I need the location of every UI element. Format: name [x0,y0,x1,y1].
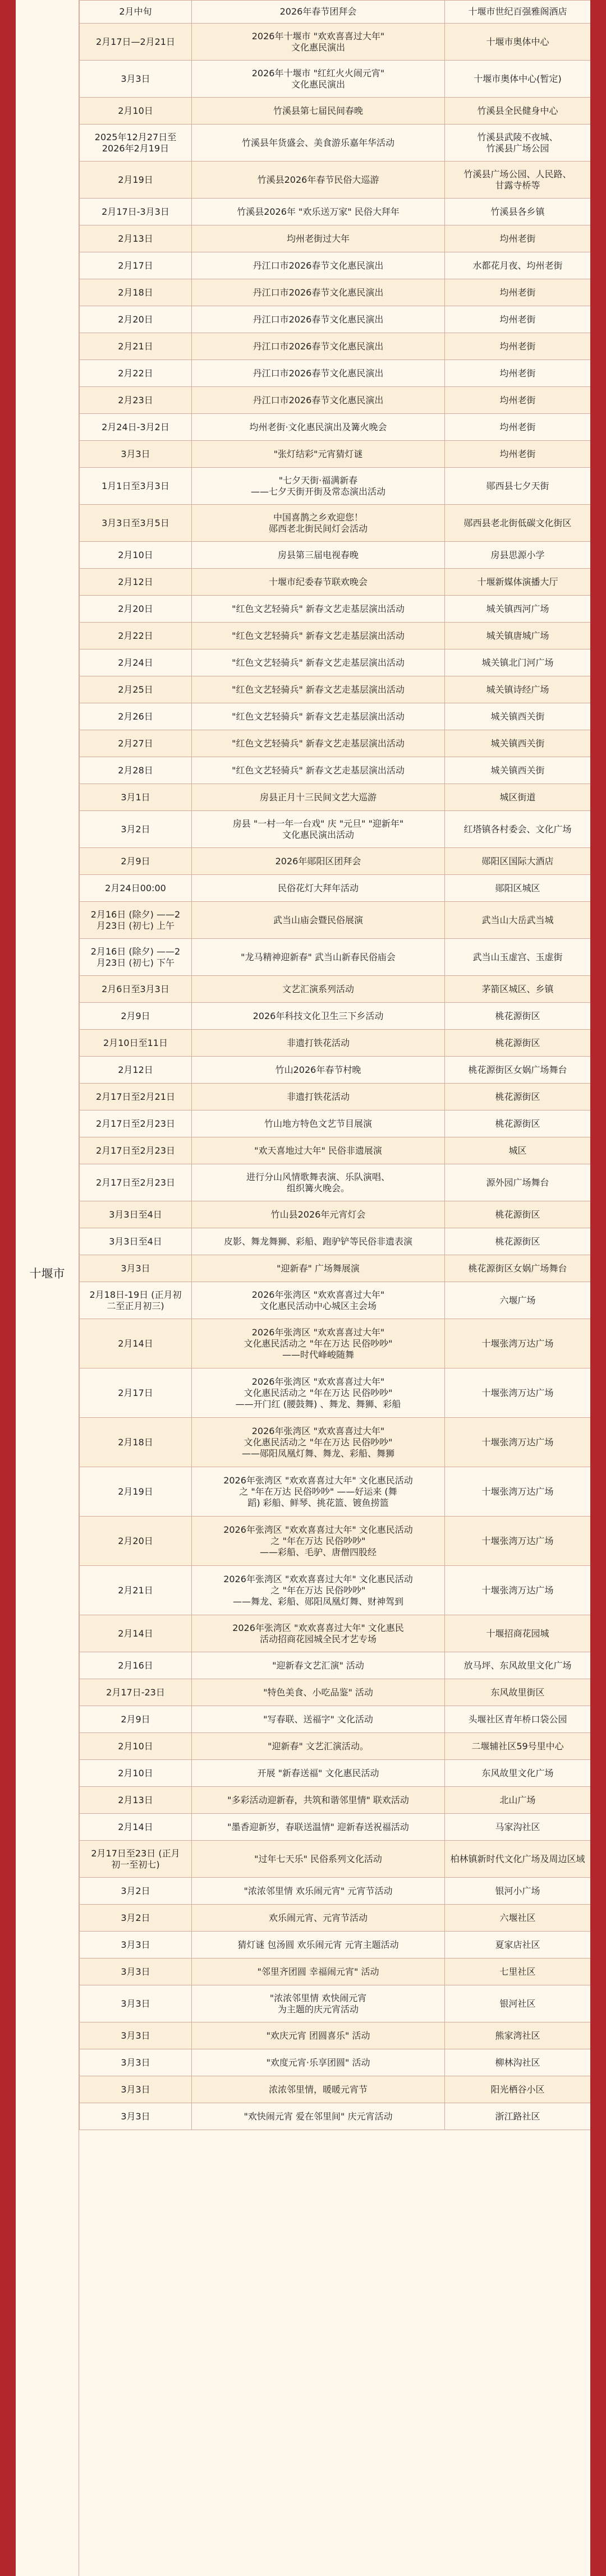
venue-cell: 银河社区 [445,1985,591,2022]
date-cell: 3月3日至3月5日 [80,505,192,542]
venue-cell: 桃花源街区 [445,1228,591,1255]
table-row [80,569,591,596]
event-cell: 民俗花灯大拜年活动 [192,875,445,902]
date-cell: 2月26日 [80,703,192,730]
date-cell: 2月10日 [80,542,192,569]
table-row [80,441,591,468]
event-cell: 2026年十堰市 "欢欢喜喜过大年" 文化惠民演出 [192,24,445,61]
event-cell: 进行分山风情歌舞表演、乐队演唱、 组织篝火晚会。 [192,1164,445,1201]
date-cell: 2月24日00:00 [80,875,192,902]
date-cell: 2月17日至2月23日 [80,1164,192,1201]
date-cell: 2月28日 [80,757,192,784]
event-cell: 2026年张湾区 "欢欢喜喜过大年" 文化惠民活动 之 "年在万达 民俗吵吵" ——彩船、毛驴、唐僧四股经 [192,1517,445,1566]
date-cell: 2月24日 [80,649,192,676]
event-cell: "欢度元宵·乐享团圆" 活动 [192,2049,445,2076]
event-cell: 竹山地方特色文艺节目展演 [192,1110,445,1137]
event-cell: 竹山2026年春节村晚 [192,1057,445,1084]
date-cell: 3月3日 [80,1959,192,1985]
date-cell: 2月13日 [80,225,192,252]
venue-cell: 马家沟社区 [445,1814,591,1841]
event-cell: 2026年张湾区 "欢欢喜喜过大年" 文化惠民活动中心城区主会场 [192,1282,445,1319]
venue-cell: 十堰市世纪百强雅阁酒店 [445,1,591,24]
date-cell: 3月2日 [80,1878,192,1905]
venue-cell: 城关镇西河广场 [445,596,591,623]
event-table [79,0,590,2130]
table-row [80,2103,591,2130]
venue-cell: 浙江路社区 [445,2103,591,2130]
table-row [80,468,591,505]
table-row [80,1878,591,1905]
event-cell: "欢天喜地过大年" 民俗非遗展演 [192,1137,445,1164]
table-row [80,703,591,730]
date-cell: 2月10日 [80,1760,192,1787]
date-cell: 2月9日 [80,1003,192,1030]
venue-cell: 红塔镇各村委会、文化广场 [445,811,591,848]
event-cell: 房县第三届电视春晚 [192,542,445,569]
venue-cell: 六堰社区 [445,1905,591,1932]
date-cell: 3月3日 [80,2022,192,2049]
date-cell: 2月20日 [80,596,192,623]
table-row [80,2049,591,2076]
date-cell: 2月17日至2月21日 [80,1084,192,1110]
table-row [80,1905,591,1932]
date-cell: 2月21日 [80,1566,192,1615]
table-row [80,24,591,61]
date-cell: 2月17日-23日 [80,1679,192,1706]
date-cell: 2月17日-3月3日 [80,199,192,225]
event-cell: "红色文艺轻骑兵" 新春文艺走基层演出活动 [192,623,445,649]
table-row [80,1282,591,1319]
date-cell: 2月24日-3月2日 [80,414,192,441]
venue-cell: 十堰张湾万达广场 [445,1368,591,1418]
date-cell: 2月18日-19日 (正月初 二至正月初三) [80,1282,192,1319]
event-cell: 丹江口市2026春节文化惠民演出 [192,387,445,414]
venue-cell: 郧西县老北街低碳文化街区 [445,505,591,542]
table-row [80,1760,591,1787]
event-cell: "红色文艺轻骑兵" 新春文艺走基层演出活动 [192,703,445,730]
date-cell: 2月17日 [80,252,192,279]
table-row [80,757,591,784]
table-row [80,1030,591,1057]
table-row [80,1679,591,1706]
date-cell: 3月3日 [80,1985,192,2022]
venue-cell: 郧西县七夕天街 [445,468,591,505]
event-cell: "七夕天街·福满新春 ——七夕天街开街及常态演出活动 [192,468,445,505]
venue-cell: 桃花源街区 [445,1030,591,1057]
venue-cell: 均州老街 [445,360,591,387]
date-cell: 3月3日 [80,61,192,98]
venue-cell: 十堰张湾万达广场 [445,1467,591,1517]
date-cell: 2月18日 [80,279,192,306]
date-cell: 2月12日 [80,569,192,596]
table-row [80,976,591,1003]
venue-cell: 城关镇西关街 [445,730,591,757]
table-row [80,1467,591,1517]
event-cell: 文艺汇演系列活动 [192,976,445,1003]
venue-cell: 熊家湾社区 [445,2022,591,2049]
event-cell: 2026年春节团拜会 [192,1,445,24]
venue-cell: 城关镇西关街 [445,703,591,730]
table-row [80,542,591,569]
date-cell: 3月3日 [80,2049,192,2076]
table-row [80,162,591,199]
table-row [80,1164,591,1201]
table-row [80,1057,591,1084]
venue-cell: 郧阳区国际大酒店 [445,848,591,875]
event-cell: 浓浓邻里情，暖暖元宵节 [192,2076,445,2103]
table-row [80,649,591,676]
venue-cell: 银河小广场 [445,1878,591,1905]
table-row [80,1201,591,1228]
venue-cell: 十堰新媒体演播大厅 [445,569,591,596]
event-cell: 竹山县2026年元宵灯会 [192,1201,445,1228]
date-cell: 2月19日 [80,1467,192,1517]
venue-cell: 均州老街 [445,279,591,306]
venue-cell: 均州老街 [445,306,591,333]
date-cell: 3月3日 [80,441,192,468]
event-cell: 欢乐闹元宵、元宵节活动 [192,1905,445,1932]
table-row [80,279,591,306]
event-cell: "迎新春" 广场舞展演 [192,1255,445,1282]
venue-cell: 城关镇西关街 [445,757,591,784]
venue-cell: 源外园广场舞台 [445,1164,591,1201]
event-cell: "迎新春文艺汇演" 活动 [192,1652,445,1679]
event-cell: 2026年张湾区 "欢欢喜喜过大年" 文化惠民活动 之 "年在万达 民俗吵吵" ——好运来 (舞 蹈) 彩船、鲜琴、挑花篮、镀鱼捞篮 [192,1467,445,1517]
event-cell: 竹溪县2026年 "欢乐送万家" 民俗大拜年 [192,199,445,225]
event-cell: 十堰市纪委春节联欢晚会 [192,569,445,596]
event-cell: 皮影、舞龙舞狮、彩船、跑驴铲等民俗非遗表演 [192,1228,445,1255]
event-cell: 竹溪县年货盛会、美食游乐嘉年华活动 [192,125,445,162]
venue-cell: 均州老街 [445,225,591,252]
venue-cell: 桃花源街区女娲广场舞台 [445,1057,591,1084]
event-cell: "红色文艺轻骑兵" 新春文艺走基层演出活动 [192,596,445,623]
venue-cell: 北山广场 [445,1787,591,1814]
venue-cell: 城关镇唐城广场 [445,623,591,649]
venue-cell: 夏家店社区 [445,1932,591,1959]
venue-cell: 茅箭区城区、乡镇 [445,976,591,1003]
table-row [80,1137,591,1164]
date-cell: 2月25日 [80,676,192,703]
venue-cell: 七里社区 [445,1959,591,1985]
event-cell: 均州老街·文化惠民演出及篝火晚会 [192,414,445,441]
date-cell: 3月3日 [80,2103,192,2130]
date-cell: 2月27日 [80,730,192,757]
event-cell: "欢庆元宵 团圆喜乐" 活动 [192,2022,445,2049]
event-cell: 丹江口市2026春节文化惠民演出 [192,252,445,279]
table-row [80,1959,591,1985]
event-cell: "红色文艺轻骑兵" 新春文艺走基层演出活动 [192,730,445,757]
event-cell: "特色美食、小吃品鉴" 活动 [192,1679,445,1706]
date-cell: 2月中旬 [80,1,192,24]
table-row [80,98,591,125]
venue-cell: 柳林沟社区 [445,2049,591,2076]
table-row [80,1228,591,1255]
schedule-sheet [16,0,590,2576]
event-cell: 2026年张湾区 "欢欢喜喜过大年" 文化惠民 活动招商花园城全民才艺专场 [192,1615,445,1652]
event-cell: 丹江口市2026春节文化惠民演出 [192,306,445,333]
date-cell: 2月13日 [80,1787,192,1814]
venue-cell: 城区 [445,1137,591,1164]
date-cell: 2025年12月27日至 2026年2月19日 [80,125,192,162]
date-cell: 3月3日至4日 [80,1228,192,1255]
date-cell: 2月17日至23日 (正月 初一至初七) [80,1841,192,1878]
event-cell: 开展 "新春送福" 文化惠民活动 [192,1760,445,1787]
event-cell: "多彩活动迎新春，共筑和谐邻里情" 联欢活动 [192,1787,445,1814]
table-row [80,1814,591,1841]
table-row [80,1,591,24]
event-cell: 竹溪县第七届民间春晚 [192,98,445,125]
table-row [80,939,591,976]
venue-cell: 竹溪县武陵不夜城、 竹溪县广场公园 [445,125,591,162]
table-row [80,623,591,649]
event-cell: 2026年张湾区 "欢欢喜喜过大年" 文化惠民活动之 "年在万达 民俗吵吵" ——开门红 (腰鼓舞) 、舞龙、舞狮、彩船 [192,1368,445,1418]
date-cell: 2月16日 (除夕) ——2 月23日 (初七) 下午 [80,939,192,976]
table-row [80,505,591,542]
date-cell: 2月19日 [80,162,192,199]
venue-cell: 城关镇诗经广场 [445,676,591,703]
event-cell: "墨香迎新岁，春联送温情" 迎新春送祝福活动 [192,1814,445,1841]
date-cell: 3月2日 [80,1905,192,1932]
event-cell: 房县 "一村一年一台戏" 庆 "元旦" "迎新年" 文化惠民演出活动 [192,811,445,848]
venue-cell: 房县思源小学 [445,542,591,569]
city-label: 十堰市 [29,1267,65,1280]
date-cell: 2月12日 [80,1057,192,1084]
event-cell: "张灯结彩"元宵猜灯谜 [192,441,445,468]
venue-cell: 十堰张湾万达广场 [445,1566,591,1615]
date-cell: 2月10日至11日 [80,1030,192,1057]
venue-cell: 头堰社区青年桥口袋公园 [445,1706,591,1733]
venue-cell: 郧阳区城区 [445,875,591,902]
date-cell: 2月21日 [80,333,192,360]
event-cell: 2026年科技文化卫生三下乡活动 [192,1003,445,1030]
table-row [80,596,591,623]
table-row [80,333,591,360]
table-row [80,1368,591,1418]
table-row [80,1517,591,1566]
date-cell: 3月3日 [80,2076,192,2103]
event-cell: 丹江口市2026春节文化惠民演出 [192,279,445,306]
venue-cell: 武当山大岳武当城 [445,902,591,939]
venue-cell: 桃花源街区 [445,1003,591,1030]
date-cell: 2月14日 [80,1319,192,1368]
table-row [80,1985,591,2022]
event-cell: "过年七天乐" 民俗系列文化活动 [192,1841,445,1878]
date-cell: 2月20日 [80,306,192,333]
table-row [80,1003,591,1030]
venue-cell: 放马坪、东风故里文化广场 [445,1652,591,1679]
venue-cell: 桃花源街区女娲广场舞台 [445,1255,591,1282]
event-cell: 丹江口市2026春节文化惠民演出 [192,333,445,360]
venue-cell: 六堰广场 [445,1282,591,1319]
event-cell: "写春联、送福字" 文化活动 [192,1706,445,1733]
table-row [80,199,591,225]
date-cell: 2月14日 [80,1814,192,1841]
venue-cell: 竹溪县各乡镇 [445,199,591,225]
table-row [80,125,591,162]
venue-cell: 十堰张湾万达广场 [445,1517,591,1566]
venue-cell: 十堰市奥体中心 [445,24,591,61]
date-cell: 2月16日 [80,1652,192,1679]
event-cell: 猜灯谜 包汤圆 欢乐闹元宵 元宵主题活动 [192,1932,445,1959]
venue-cell: 桃花源街区 [445,1201,591,1228]
table-row [80,360,591,387]
table-row [80,1652,591,1679]
event-cell: 房县正月十三民间文艺大巡游 [192,784,445,811]
event-cell: 中国喜鹊之乡欢迎您！ 郧西老北街民间灯会活动 [192,505,445,542]
table-row [80,61,591,98]
table-row [80,1932,591,1959]
table-row [80,730,591,757]
date-cell: 1月1日至3月3日 [80,468,192,505]
venue-cell: 城关镇北门河广场 [445,649,591,676]
date-cell: 2月9日 [80,848,192,875]
table-row [80,784,591,811]
venue-cell: 柏林镇新时代文化广场及周边区域 [445,1841,591,1878]
table-row [80,2076,591,2103]
date-cell: 2月14日 [80,1615,192,1652]
table-row [80,1319,591,1368]
date-cell: 2月22日 [80,623,192,649]
event-cell: 均州老街过大年 [192,225,445,252]
table-row [80,848,591,875]
date-cell: 2月23日 [80,387,192,414]
date-cell: 2月17日—2月21日 [80,24,192,61]
table-row [80,902,591,939]
venue-cell: 竹溪县广场公园、人民路、 甘露寺桥等 [445,162,591,199]
event-cell: "红色文艺轻骑兵" 新春文艺走基层演出活动 [192,676,445,703]
table-row [80,1110,591,1137]
table-row [80,1255,591,1282]
venue-cell: 水都花月夜、均州老街 [445,252,591,279]
venue-cell: 竹溪县全民健身中心 [445,98,591,125]
date-cell: 2月17日 [80,1368,192,1418]
event-cell: "邻里齐团圆 幸福闹元宵" 活动 [192,1959,445,1985]
venue-cell: 均州老街 [445,387,591,414]
date-cell: 3月2日 [80,811,192,848]
date-cell: 3月1日 [80,784,192,811]
table-row [80,306,591,333]
table-row [80,1733,591,1760]
event-cell: "迎新春" 文艺汇演活动。 [192,1733,445,1760]
date-cell: 2月20日 [80,1517,192,1566]
date-cell: 2月16日 (除夕) ——2 月23日 (初七) 上午 [80,902,192,939]
date-cell: 2月22日 [80,360,192,387]
event-cell: "浓浓邻里情 欢快闹元宵 为主题的庆元宵活动 [192,1985,445,2022]
venue-cell: 东风故里文化广场 [445,1760,591,1787]
event-cell: 2026年张湾区 "欢欢喜喜过大年" 文化惠民活动之 "年在万达 民俗吵吵" ——郧阳凤凰灯舞、舞龙、彩船、舞狮 [192,1418,445,1467]
event-cell: 非遗打铁花活动 [192,1030,445,1057]
table-row [80,225,591,252]
venue-cell: 二堰辅社区59号里中心 [445,1733,591,1760]
table-row [80,1566,591,1615]
event-cell: "红色文艺轻骑兵" 新春文艺走基层演出活动 [192,757,445,784]
table-row [80,387,591,414]
event-cell: 丹江口市2026春节文化惠民演出 [192,360,445,387]
event-cell: 2026年张湾区 "欢欢喜喜过大年" 文化惠民活动 之 "年在万达 民俗吵吵" ——舞龙、彩船、郧阳凤凰灯舞、财神驾到 [192,1566,445,1615]
event-cell: "红色文艺轻骑兵" 新春文艺走基层演出活动 [192,649,445,676]
date-cell: 2月6日至3月3日 [80,976,192,1003]
venue-cell: 均州老街 [445,414,591,441]
date-cell: 2月10日 [80,1733,192,1760]
event-table-body [80,1,591,2130]
venue-cell: 十堰市奥体中心(暂定) [445,61,591,98]
table-row [80,2022,591,2049]
city-column [16,0,79,2576]
table-row [80,676,591,703]
date-cell: 2月17日至2月23日 [80,1137,192,1164]
event-cell: 竹溪县2026年春节民俗大巡游 [192,162,445,199]
table-row [80,1841,591,1878]
date-cell: 2月17日至2月23日 [80,1110,192,1137]
table-row [80,414,591,441]
venue-cell: 十堰招商花园城 [445,1615,591,1652]
event-cell: 2026年十堰市 "红红火火闹元宵" 文化惠民演出 [192,61,445,98]
date-cell: 2月10日 [80,98,192,125]
venue-cell: 东风故里街区 [445,1679,591,1706]
date-cell: 3月3日 [80,1255,192,1282]
venue-cell: 城区街道 [445,784,591,811]
table-row [80,1418,591,1467]
venue-cell: 均州老街 [445,333,591,360]
venue-cell: 十堰张湾万达广场 [445,1418,591,1467]
date-cell: 3月3日 [80,1932,192,1959]
date-cell: 2月18日 [80,1418,192,1467]
table-row [80,811,591,848]
event-cell: "浓浓邻里情 欢乐闹元宵" 元宵节活动 [192,1878,445,1905]
venue-cell: 阳光栖谷小区 [445,2076,591,2103]
table-row [80,1084,591,1110]
venue-cell: 桃花源街区 [445,1084,591,1110]
event-cell: 2026年郧阳区团拜会 [192,848,445,875]
event-cell: "欢快闹元宵 爱在邻里间" 庆元宵活动 [192,2103,445,2130]
table-row [80,875,591,902]
table-row [80,1615,591,1652]
event-cell: 非遗打铁花活动 [192,1084,445,1110]
date-cell: 2月9日 [80,1706,192,1733]
event-cell: 武当山庙会暨民俗展演 [192,902,445,939]
table-row [80,1706,591,1733]
table-row [80,252,591,279]
venue-cell: 十堰张湾万达广场 [445,1319,591,1368]
event-cell: "龙马精神迎新春" 武当山新春民俗庙会 [192,939,445,976]
date-cell: 3月3日至4日 [80,1201,192,1228]
event-cell: 2026年张湾区 "欢欢喜喜过大年" 文化惠民活动之 "年在万达 民俗吵吵" ——时代峰峻随舞 [192,1319,445,1368]
venue-cell: 均州老街 [445,441,591,468]
venue-cell: 武当山玉虚宫、玉虚街 [445,939,591,976]
table-row [80,1787,591,1814]
venue-cell: 桃花源街区 [445,1110,591,1137]
